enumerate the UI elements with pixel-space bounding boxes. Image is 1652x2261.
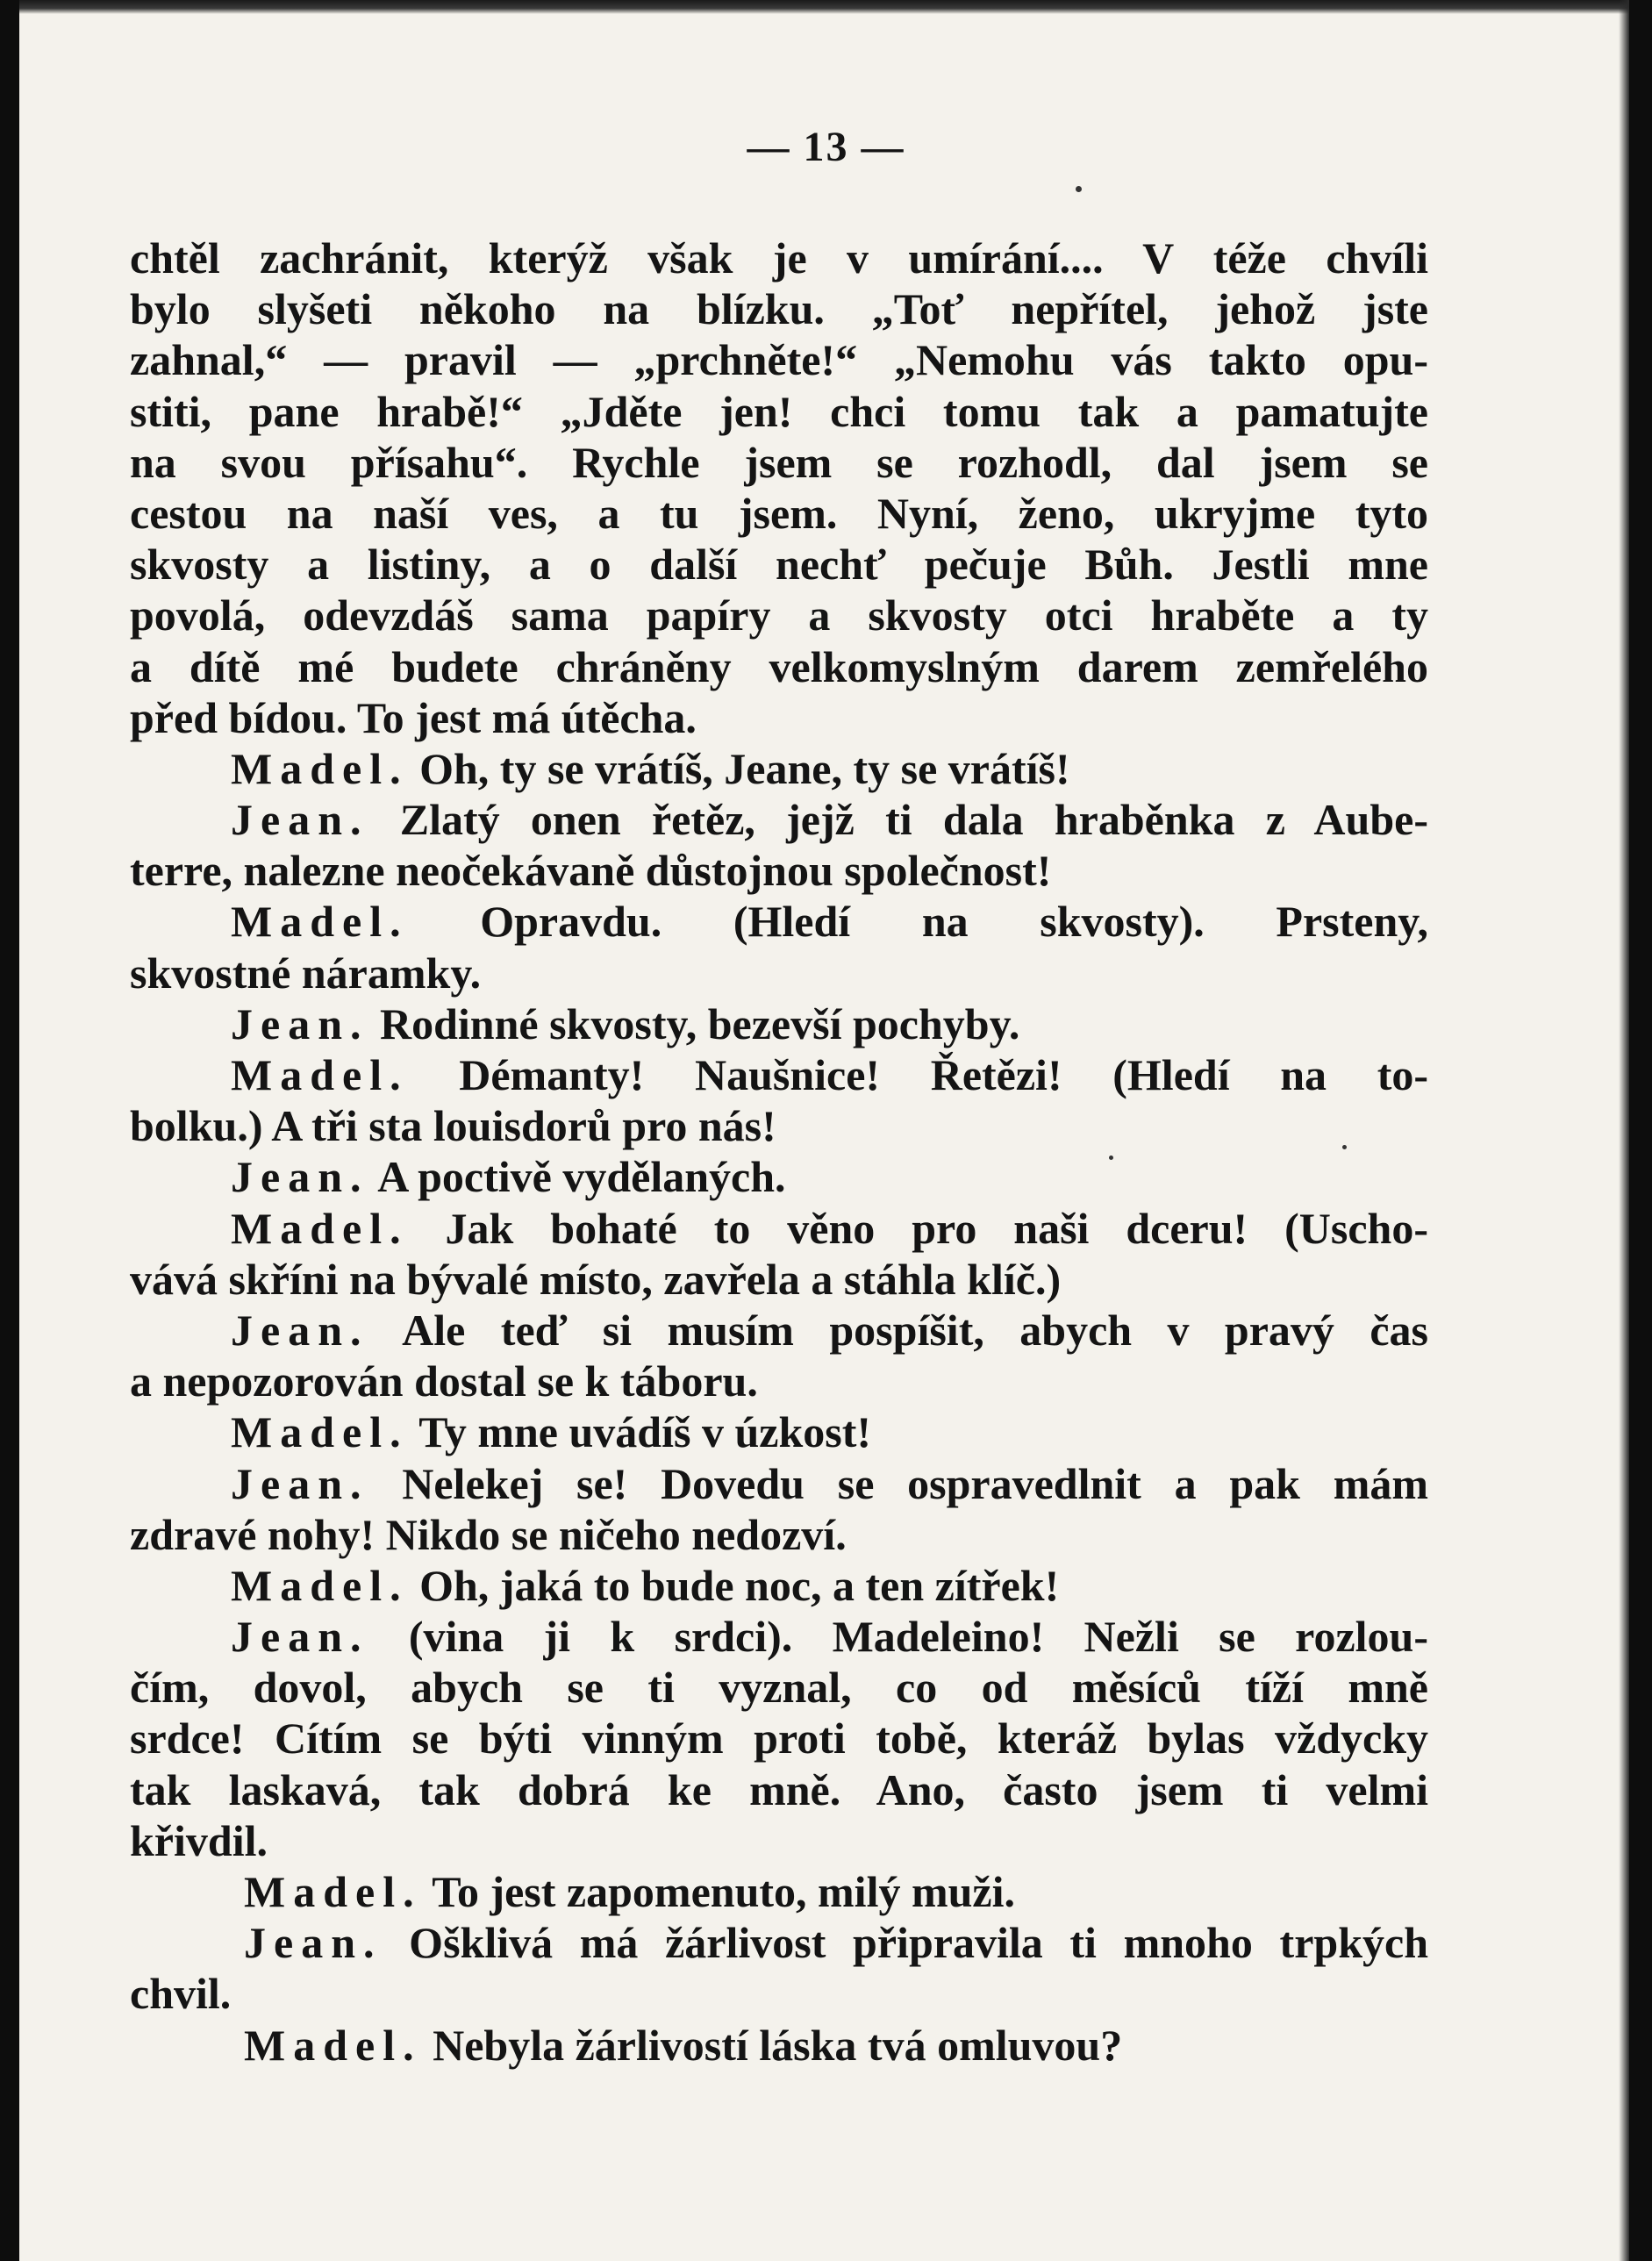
text-line xyxy=(130,1764,1428,1815)
text-line xyxy=(130,1662,1428,1713)
text-line xyxy=(130,692,1428,743)
scan-speck xyxy=(1076,186,1082,192)
scan-speck xyxy=(1342,1145,1347,1149)
line-text: (vina ji k srdci). Madeleino! Nežli se rozlou- xyxy=(408,1612,1428,1662)
dialogue-line xyxy=(130,998,1428,1049)
text-line xyxy=(130,1100,1428,1151)
speaker-name: Madel. xyxy=(231,1560,409,1610)
line-text: bylo slyšeti někoho na blízku. „Toť nepřítel, jehož jste xyxy=(130,284,1428,334)
line-text: Nelekej se! Dovedu se ospravedlnit a pak mám xyxy=(402,1458,1428,1508)
text-line xyxy=(130,845,1428,896)
line-text: cestou na naší ves, a tu jsem. Nyní, ženo, ukryjme tyto xyxy=(130,488,1428,538)
speaker-name: Jean. xyxy=(231,1152,369,1202)
line-text: srdce! Cítím se býti vinným proti tobě, kteráž bylas vždycky xyxy=(130,1714,1428,1764)
dialogue-line xyxy=(130,1406,1428,1457)
line-text: terre, nalezne neočekávaně důstojnou společnost! xyxy=(130,846,1052,896)
line-text: povolá, odevzdáš sama papíry a skvosty otci hraběte a ty xyxy=(130,590,1428,640)
dialogue-line xyxy=(130,1151,1428,1202)
text-line xyxy=(130,334,1428,385)
line-text: bolku.) A tři sta louisdorů pro nás! xyxy=(130,1101,776,1151)
text-line xyxy=(130,437,1428,488)
line-text: Opravdu. (Hledí na skvosty). Prsteny, xyxy=(480,897,1429,947)
text-line xyxy=(130,386,1428,437)
speaker-name: Jean. xyxy=(231,1305,369,1355)
line-text: Ale teď si musím pospíšit, abych v pravý čas xyxy=(402,1305,1428,1355)
speaker-name: Madel. xyxy=(231,743,409,793)
line-text: Ty mne uvádíš v úzkost! xyxy=(418,1407,872,1457)
scan-border-top xyxy=(0,0,1652,14)
dialogue-line xyxy=(130,1866,1428,1917)
text-line xyxy=(130,1356,1428,1406)
page-number: — 13 — xyxy=(747,124,905,170)
scan-shadow-right xyxy=(1619,0,1629,2261)
line-text: a dítě mé budete chráněny velkomyslným darem zemřelého xyxy=(130,641,1428,691)
scan-border-left xyxy=(0,0,19,2261)
dialogue-line xyxy=(130,1560,1428,1611)
text-line xyxy=(130,283,1428,334)
line-text: stiti, pane hrabě!“ „Jděte jen! chci tomu tak a pamatujte xyxy=(130,386,1428,436)
line-text: vává skříni na bývalé místo, zavřela a stáhla klíč.) xyxy=(130,1254,1062,1304)
text-line xyxy=(130,1509,1428,1560)
speaker-name: Madel. xyxy=(231,1407,409,1457)
line-text: skvosty a listiny, a o další nechť pečuje Bůh. Jestli mne xyxy=(130,540,1428,590)
text-line xyxy=(130,1254,1428,1305)
line-text: Oh, ty se vrátíš, Jeane, ty se vrátíš! xyxy=(419,743,1070,793)
line-text: tak laskavá, tak dobrá ke mně. Ano, často jsem ti velmi xyxy=(130,1764,1428,1814)
text-line xyxy=(130,1968,1428,2019)
speaker-name: Madel. xyxy=(231,897,409,947)
line-text: zahnal,“ — pravil — „prchněte!“ „Nemohu vás takto opu- xyxy=(130,335,1428,385)
line-text: Jak bohaté to věno pro naši dceru! (Uscho- xyxy=(445,1203,1429,1253)
text-line xyxy=(130,641,1428,692)
dialogue-line xyxy=(130,794,1428,845)
text-line xyxy=(130,948,1428,998)
line-text: A poctivě vydělaných. xyxy=(377,1152,786,1202)
dialogue-line xyxy=(130,743,1428,794)
speaker-name: Jean. xyxy=(231,795,369,845)
speaker-name: Jean. xyxy=(231,998,369,1048)
dialogue-line xyxy=(130,1917,1428,1968)
speaker-name: Jean. xyxy=(244,1918,383,1968)
dialogue-line xyxy=(130,896,1428,947)
line-text: a nepozorován dostal se k táboru. xyxy=(130,1356,758,1406)
speaker-name: Jean. xyxy=(231,1612,369,1662)
scan-speck xyxy=(1109,1156,1113,1160)
text-line xyxy=(130,1815,1428,1866)
dialogue-line xyxy=(130,1305,1428,1356)
dialogue-line xyxy=(130,1458,1428,1509)
body-text xyxy=(130,233,1428,2071)
dialogue-line xyxy=(130,1611,1428,1662)
scan-border-right xyxy=(1629,0,1652,2261)
dialogue-line xyxy=(130,2020,1428,2071)
text-line xyxy=(130,539,1428,590)
line-text: křivdil. xyxy=(130,1815,268,1865)
text-line xyxy=(130,1713,1428,1764)
line-text: To jest zapomenuto, milý muži. xyxy=(432,1867,1015,1916)
text-line xyxy=(130,590,1428,640)
dialogue-line xyxy=(130,1203,1428,1254)
line-text: Zlatý onen řetěz, jejž ti dala hraběnka z Aube- xyxy=(399,795,1428,845)
line-text: Ošklivá má žárlivost připravila ti mnoho trpkých xyxy=(409,1918,1428,1968)
line-text: na svou přísahu“. Rychle jsem se rozhodl, dal jsem se xyxy=(130,437,1428,487)
line-text: Rodinné skvosty, bezevší pochyby. xyxy=(380,998,1020,1048)
speaker-name: Madel. xyxy=(244,2020,422,2070)
speaker-name: Jean. xyxy=(231,1458,369,1508)
line-text: chvil. xyxy=(130,1969,232,2019)
line-text: Démanty! Naušnice! Řetězi! (Hledí na to- xyxy=(459,1050,1428,1099)
speaker-name: Madel. xyxy=(244,1867,422,1916)
text-line xyxy=(130,233,1428,283)
line-text: chtěl zachránit, kterýž však je v umírání.... V téže chvíli xyxy=(130,233,1428,283)
line-text: skvostné náramky. xyxy=(130,948,482,998)
speaker-name: Madel. xyxy=(231,1203,409,1253)
line-text: Oh, jaká to bude noc, a ten zítřek! xyxy=(419,1560,1060,1610)
text-line xyxy=(130,488,1428,539)
dialogue-line xyxy=(130,1049,1428,1100)
line-text: zdravé nohy! Nikdo se ničeho nedozví. xyxy=(130,1509,847,1559)
line-text: před bídou. To jest má útěcha. xyxy=(130,692,697,742)
speaker-name: Madel. xyxy=(231,1050,409,1099)
line-text: čím, dovol, abych se ti vyznal, co od měsíců tíží mně xyxy=(130,1663,1428,1713)
line-text: Nebyla žárlivostí láska tvá omluvou? xyxy=(433,2020,1123,2070)
